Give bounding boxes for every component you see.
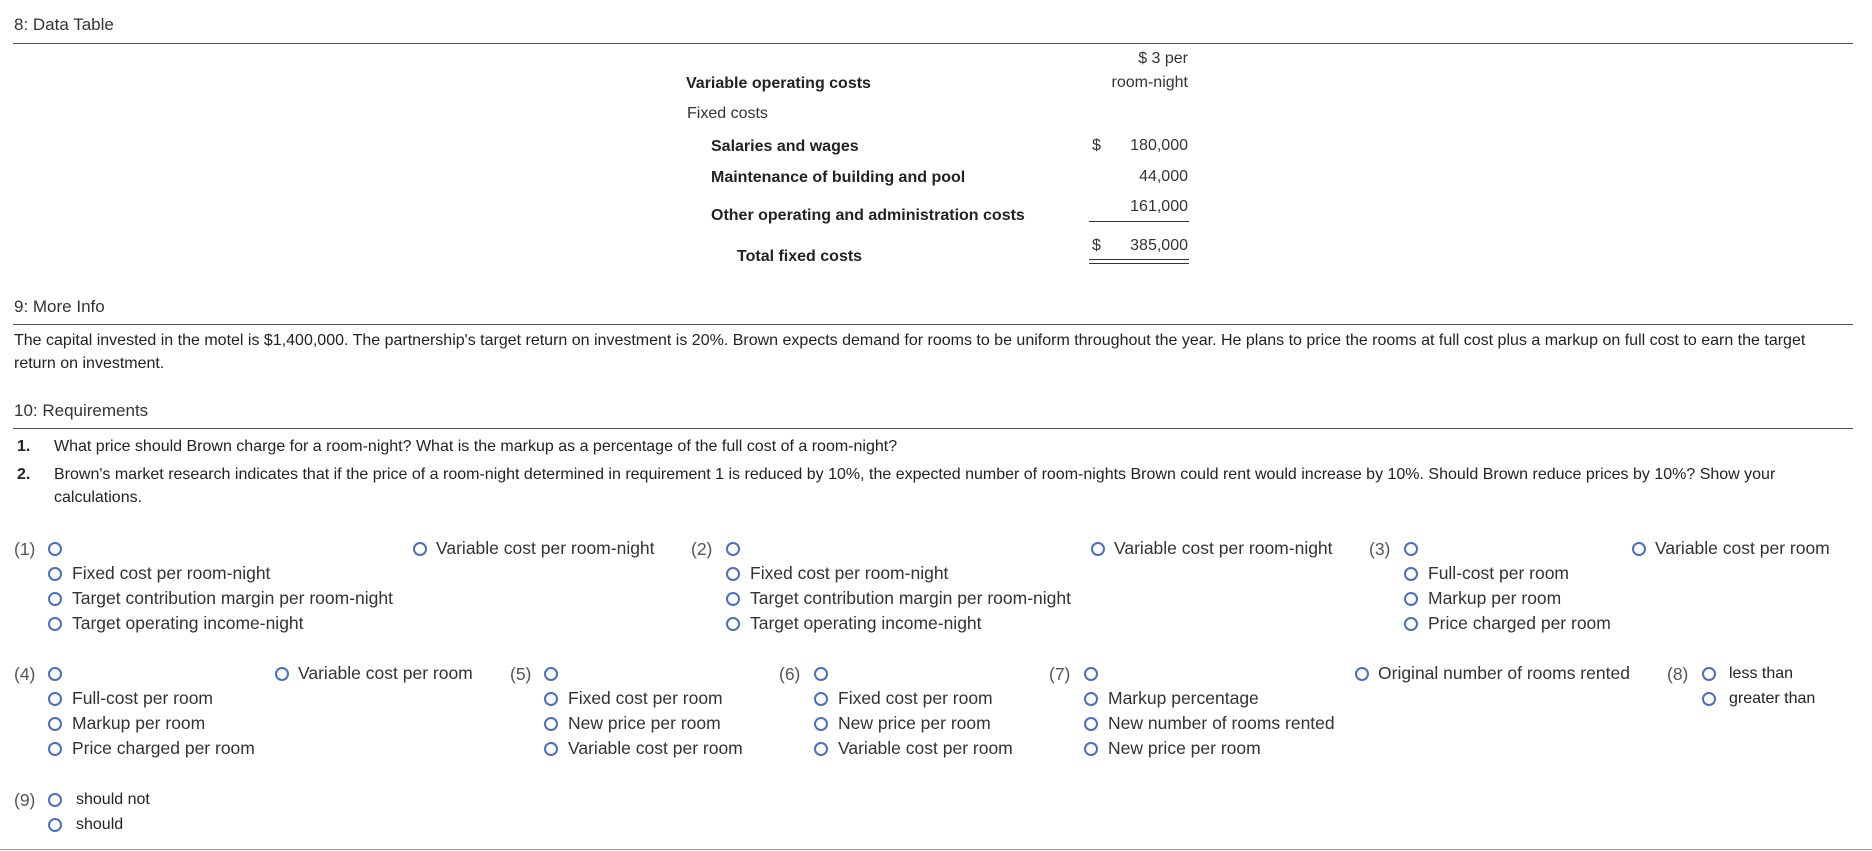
section-divider bbox=[13, 43, 1853, 44]
variable-cost-label: Variable operating costs bbox=[686, 75, 871, 92]
maintenance-label: Maintenance of building and pool bbox=[711, 169, 966, 186]
radio-option[interactable] bbox=[1632, 542, 1646, 556]
other-operating-label: Other operating and administration costs bbox=[711, 207, 1025, 224]
radio-option[interactable] bbox=[544, 717, 558, 731]
option-label[interactable]: Fixed cost per room-night bbox=[750, 563, 949, 583]
option-label[interactable]: New price per room bbox=[1108, 738, 1261, 758]
total-double-rule bbox=[1089, 259, 1189, 264]
answer-label-9: (9) bbox=[14, 790, 36, 810]
requirement-number: 2. bbox=[17, 466, 31, 483]
radio-option[interactable] bbox=[48, 692, 62, 706]
salaries-value: 180,000 bbox=[1130, 137, 1188, 154]
option-label[interactable]: Target contribution margin per room-night bbox=[750, 588, 1071, 608]
option-label[interactable]: New price per room bbox=[568, 713, 721, 733]
radio-option[interactable] bbox=[1702, 667, 1716, 681]
option-label[interactable]: Fixed cost per room-night bbox=[72, 563, 271, 583]
salaries-label: Salaries and wages bbox=[711, 138, 859, 155]
option-label[interactable]: Full-cost per room bbox=[1428, 563, 1570, 583]
variable-cost-value-line1: $ 3 per bbox=[1138, 50, 1188, 67]
radio-option[interactable] bbox=[48, 793, 62, 807]
option-label[interactable]: Variable cost per room bbox=[568, 738, 743, 758]
option-label[interactable]: Price charged per room bbox=[1428, 613, 1611, 633]
option-label[interactable]: should bbox=[76, 816, 124, 833]
requirement-text: What price should Brown charge for a room-night? What is the markup as a percentage of the full cost of a room-night? bbox=[54, 438, 898, 455]
option-label[interactable]: should not bbox=[76, 791, 150, 808]
radio-option[interactable] bbox=[544, 742, 558, 756]
total-fixed-currency: $ bbox=[1092, 237, 1101, 254]
radio-blank-4[interactable] bbox=[48, 667, 62, 681]
option-label[interactable]: Variable cost per room-night bbox=[436, 538, 655, 558]
data-table-section-title: 8: Data Table bbox=[14, 15, 114, 34]
radio-blank-3[interactable] bbox=[1404, 542, 1418, 556]
radio-option[interactable] bbox=[48, 742, 62, 756]
option-label[interactable]: Variable cost per room bbox=[1655, 538, 1830, 558]
maintenance-value: 44,000 bbox=[1139, 168, 1188, 185]
radio-option[interactable] bbox=[48, 567, 62, 581]
option-label[interactable]: Full-cost per room bbox=[72, 688, 214, 708]
radio-option[interactable] bbox=[48, 617, 62, 631]
radio-blank-5[interactable] bbox=[544, 667, 558, 681]
answer-label-3: (3) bbox=[1369, 539, 1391, 559]
subtotal-rule bbox=[1089, 221, 1189, 222]
requirement-text: Brown's market research indicates that if the price of a room-night determined in requirement 1 is reduced by 10%, the expected number of room-nights Brown could rent would increase by 10%. Should Brown reduce prices by 10%? Show your bbox=[54, 466, 1776, 483]
answer-label-1: (1) bbox=[14, 539, 36, 559]
variable-cost-value-line2: room-night bbox=[1111, 74, 1188, 91]
option-label[interactable]: Markup per room bbox=[1428, 588, 1562, 608]
more-info-text-line1: The capital invested in the motel is $1,400,000. The partnership's target return on investment is 20%. Brown expects demand for rooms to be uniform throughout the year. He plans to price the rooms at full cost plus a markup on full cost to earn the target bbox=[14, 332, 1806, 349]
option-label[interactable]: Markup per room bbox=[72, 713, 206, 733]
radio-option[interactable] bbox=[544, 692, 558, 706]
more-info-text-line2: return on investment. bbox=[14, 355, 165, 372]
section-divider bbox=[13, 428, 1853, 429]
answer-label-2: (2) bbox=[691, 539, 713, 559]
option-label[interactable]: Fixed cost per room bbox=[838, 688, 993, 708]
total-fixed-value: 385,000 bbox=[1130, 237, 1188, 254]
radio-option[interactable] bbox=[814, 742, 828, 756]
option-label[interactable]: New price per room bbox=[838, 713, 991, 733]
option-label[interactable]: Price charged per room bbox=[72, 738, 255, 758]
option-label[interactable]: Markup percentage bbox=[1108, 688, 1259, 708]
option-label[interactable]: Variable cost per room bbox=[838, 738, 1013, 758]
radio-blank-6[interactable] bbox=[814, 667, 828, 681]
option-label[interactable]: less than bbox=[1729, 665, 1794, 682]
other-operating-value: 161,000 bbox=[1130, 198, 1188, 215]
requirement-text: calculations. bbox=[54, 489, 143, 506]
more-info-section-title: 9: More Info bbox=[14, 297, 105, 316]
radio-option[interactable] bbox=[1404, 592, 1418, 606]
radio-option[interactable] bbox=[48, 592, 62, 606]
option-label[interactable]: Target operating income-night bbox=[750, 613, 982, 633]
answer-label-7: (7) bbox=[1049, 664, 1071, 684]
option-label[interactable]: Variable cost per room bbox=[298, 663, 473, 683]
radio-option[interactable] bbox=[814, 692, 828, 706]
section-divider bbox=[13, 324, 1853, 325]
answer-label-4: (4) bbox=[14, 664, 36, 684]
radio-blank-2[interactable] bbox=[726, 542, 740, 556]
radio-blank-7[interactable] bbox=[1084, 667, 1098, 681]
option-label[interactable]: New number of rooms rented bbox=[1108, 713, 1335, 733]
radio-option[interactable] bbox=[726, 567, 740, 581]
radio-blank-1[interactable] bbox=[48, 542, 62, 556]
option-label[interactable]: Target contribution margin per room-night bbox=[72, 588, 393, 608]
radio-option[interactable] bbox=[726, 592, 740, 606]
radio-option[interactable] bbox=[413, 542, 427, 556]
fixed-costs-label: Fixed costs bbox=[687, 105, 768, 122]
option-label[interactable]: greater than bbox=[1729, 690, 1816, 707]
answer-label-8: (8) bbox=[1667, 664, 1689, 684]
radio-option[interactable] bbox=[275, 667, 289, 681]
radio-option[interactable] bbox=[1404, 617, 1418, 631]
radio-option[interactable] bbox=[1355, 667, 1369, 681]
option-label[interactable]: Variable cost per room-night bbox=[1114, 538, 1333, 558]
radio-option[interactable] bbox=[48, 717, 62, 731]
requirement-number: 1. bbox=[17, 438, 31, 455]
answer-label-6: (6) bbox=[779, 664, 801, 684]
radio-option[interactable] bbox=[1404, 567, 1418, 581]
radio-option[interactable] bbox=[1702, 692, 1716, 706]
radio-option[interactable] bbox=[48, 818, 62, 832]
requirements-section-title: 10: Requirements bbox=[14, 401, 149, 420]
salaries-currency: $ bbox=[1092, 137, 1101, 154]
radio-option[interactable] bbox=[1091, 542, 1105, 556]
radio-option[interactable] bbox=[814, 717, 828, 731]
answer-label-5: (5) bbox=[510, 664, 532, 684]
option-label[interactable]: Original number of rooms rented bbox=[1378, 663, 1630, 683]
option-label[interactable]: Target operating income-night bbox=[72, 613, 304, 633]
radio-option[interactable] bbox=[1084, 692, 1098, 706]
bottom-divider bbox=[0, 849, 1872, 850]
option-label[interactable]: Fixed cost per room bbox=[568, 688, 723, 708]
radio-option[interactable] bbox=[1084, 742, 1098, 756]
radio-option[interactable] bbox=[726, 617, 740, 631]
radio-option[interactable] bbox=[1084, 717, 1098, 731]
total-fixed-label: Total fixed costs bbox=[737, 248, 863, 265]
